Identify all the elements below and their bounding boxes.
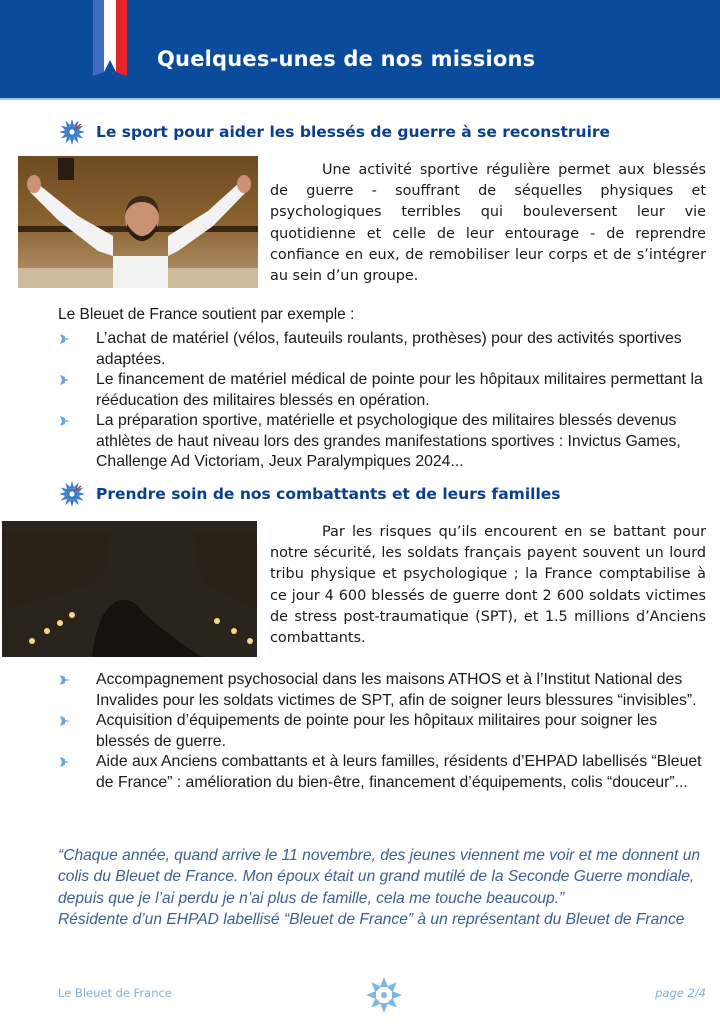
ceremony-photo-illustration (2, 521, 257, 657)
page-title: Quelques-unes de nos missions (157, 47, 536, 71)
list-item (58, 752, 710, 793)
section-title-sport (58, 118, 610, 146)
list-item (58, 711, 710, 752)
list-item (58, 329, 710, 370)
quote-text: “Chaque année, quand arrive le 11 novembre, des jeunes viennent me voir et me donnent un colis du Bleuet de France. Mon époux était un grand mutilé de la Seconde Guerre mondiale, depuis que je l’ai perdu je n’ai plus de famille, cela me touche beaucoup.” (58, 847, 701, 907)
list-item-text: Aide aux Anciens combattants et à leurs familles, résidents d’EHPAD labellisés “Bleuet de France” : amélioration du bien-être, financement d’équipements, colis “douceur”... (96, 753, 702, 791)
page-header (0, 0, 720, 100)
footer-brand: Le Bleuet de France (58, 986, 172, 1000)
list-item-text: L’achat de matériel (vélos, fauteuils roulants, prothèses) pour des activités sportives adaptées. (96, 330, 682, 368)
list-item (58, 370, 710, 411)
bleuet-flower-icon (58, 118, 86, 146)
athlete-photo-illustration (18, 156, 258, 288)
testimonial-quote (58, 845, 718, 931)
section-intro-text: Une activité sportive régulière permet aux blessés de guerre - souffrant de séquelles physiques et psychologiques terribles qui bouleversent leur vie quotidienne et celle de leur entourage - de reprendre confiance en eux, de remobiliser leur corps et de s’intégrer au sein d’un groupe. (270, 162, 706, 285)
bullet-icon (58, 333, 71, 345)
list-item-text: La préparation sportive, matérielle et psychologique des militaires blessés devenus athlètes de haut niveau lors des grandes manifestations sportives : Invictus Games, Challenge Ad Victoriam, Jeux Paralympiques 2024... (96, 412, 681, 470)
section-lead-text: Le Bleuet de France soutient par exemple : (58, 306, 355, 323)
section-intro-text: Par les risques qu’ils encourent en se battant pour notre sécurité, les soldats français payent souvent un lourd tribu physique et psychologique ; la France comptabilise à ce jour 4 600 blessés de guerre dont 2 600 soldats victimes de stress post-traumatique (SPT), et 1.5 millions d’Anciens combattants. (270, 524, 706, 647)
bullet-icon (58, 715, 71, 727)
bleuet-flower-icon (364, 975, 404, 1015)
list-item (58, 670, 710, 711)
page-number: page 2/4 (655, 986, 706, 1000)
list-item (58, 411, 710, 473)
section-title-combattants (58, 480, 561, 508)
combattants-support-list (58, 670, 710, 793)
bleuet-flower-icon (58, 480, 86, 508)
quote-attribution: Résidente d’un EHPAD labellisé “Bleuet de France” à un représentant du Bleuet de France (58, 911, 685, 929)
tricolor-ribbon-icon (93, 0, 127, 76)
bullet-icon (58, 756, 71, 768)
sport-support-list (58, 329, 710, 473)
photo-ceremony (2, 521, 257, 657)
list-item-text: Acquisition d’équipements de pointe pour les hôpitaux militaires pour soigner les blessés de guerre. (96, 712, 658, 750)
section-title-text: Le sport pour aider les blessés de guerre à se reconstruire (96, 123, 611, 141)
bullet-icon (58, 374, 71, 386)
list-item-text: Le financement de matériel médical de pointe pour les hôpitaux militaires permettant la rééducation des militaires blessés en opération. (96, 371, 703, 409)
bullet-icon (58, 415, 71, 427)
bullet-icon (58, 674, 71, 686)
list-item-text: Accompagnement psychosocial dans les maisons ATHOS et à l’Institut National des Invalides pour les soldats victimes de SPT, afin de soigner leurs blessures “invisibles”. (96, 671, 697, 709)
photo-athlete (18, 156, 258, 288)
section-title-text: Prendre soin de nos combattants et de leurs familles (96, 485, 561, 503)
